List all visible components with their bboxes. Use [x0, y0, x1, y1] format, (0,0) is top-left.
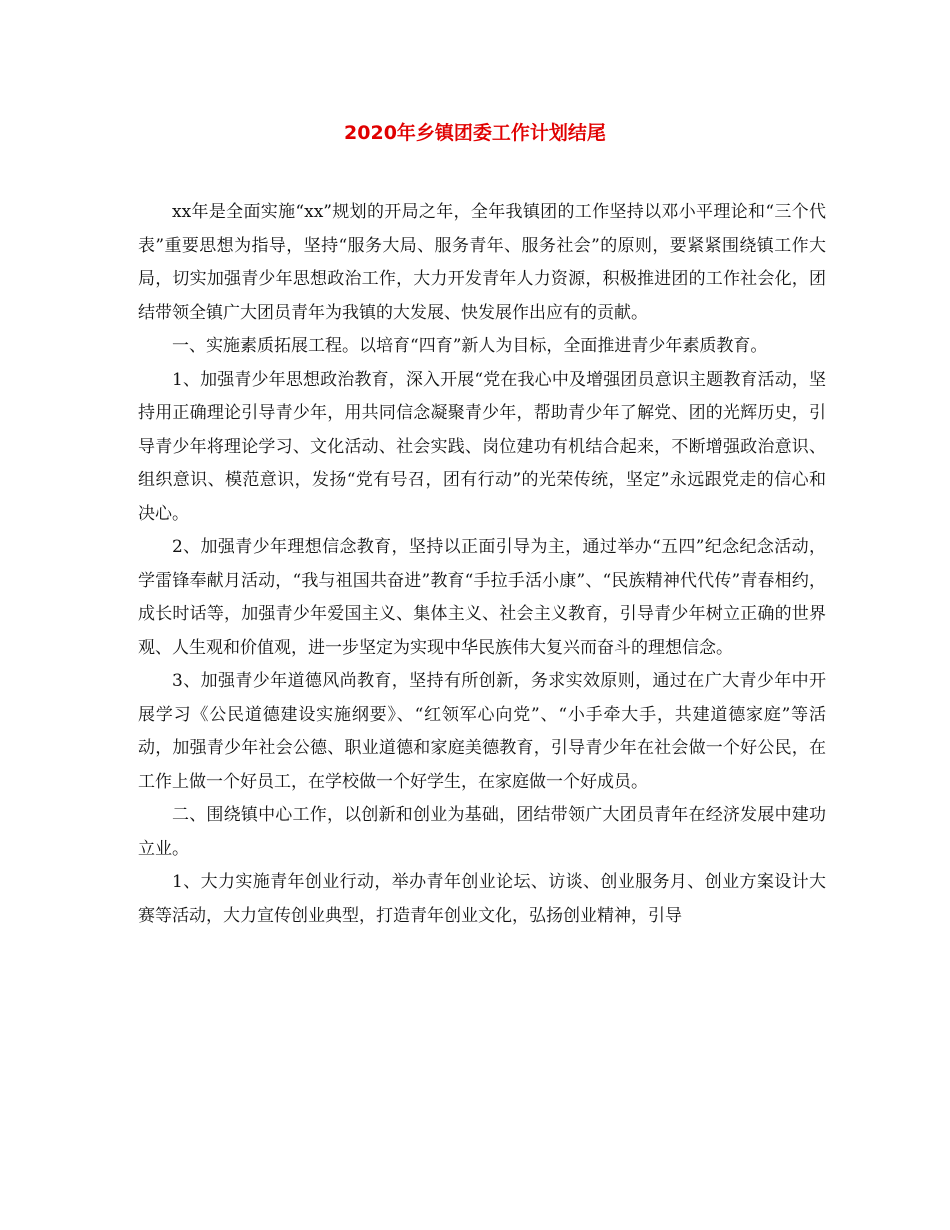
paragraph-item-1-3: 3、加强青少年道德风尚教育，坚持有所创新，务求实效原则，通过在广大青少年中开展学习《公民道德建设实施纲要》、“红领军心向党”、“小手牵大手，共建道德家庭”等活动，加强青少年社会公德、职业道德和家庭美德教育，引导青少年在社会做一个好公民，在工作上做一个好员工，在学校做一个好学生，在家庭做一个好成员。 — [138, 671, 826, 792]
paragraph-item-1-1: 1、加强青少年思想政治教育，深入开展“党在我心中及增强团员意识主题教育活动，坚持用正确理论引导青少年，用共同信念凝聚青少年，帮助青少年了解党、团的光辉历史，引导青少年将理论学习、文化活动、社会实践、岗位建功有机结合起来，不断增强政治意识、组织意识、模范意识，发扬“党有号召，团有行动”的光荣传统，坚定”永远跟党走的信心和决心。 — [138, 369, 826, 524]
paragraph-item-1-2: 2、加强青少年理想信念教育，坚持以正面引导为主，通过举办“五四”纪念纪念活动，学雷锋奉献月活动，“我与祖国共奋进”教育“手拉手活小康”、“民族精神代代传”青春相约，成长时话等，加强青少年爱国主义、集体主义、社会主义教育，引导青少年树立正确的世界观、人生观和价值观，进一步坚定为实现中华民族伟大复兴而奋斗的理想信念。 — [138, 537, 826, 658]
paragraph-item-2-1: 1、大力实施青年创业行动，举办青年创业论坛、访谈、创业服务月、创业方案设计大赛等活动，大力宣传创业典型，打造青年创业文化，弘扬创业精神，引导 — [138, 872, 826, 926]
document-title: 2020年乡镇团委工作计划结尾 — [344, 122, 606, 144]
paragraph-section-2-heading: 二、围绕镇中心工作，以创新和创业为基础，团结带领广大团员青年在经济发展中建功立业。 — [138, 805, 826, 859]
document-body — [138, 196, 826, 933]
paragraph-section-1-heading: 一、实施素质拓展工程。以培育“四育”新人为目标，全面推进青少年素质教育。 — [172, 336, 768, 356]
paragraph-intro: xx年是全面实施“xx”规划的开局之年，全年我镇团的工作坚持以邓小平理论和“三个代表”重要思想为指导，坚持“服务大局、服务青年、服务社会”的原则，要紧紧围绕镇工作大局，切实加强青少年思想政治工作，大力开发青年人力资源，积极推进团的工作社会化，团结带领全镇广大团员青年为我镇的大发展、快发展作出应有的贡献。 — [138, 202, 826, 323]
